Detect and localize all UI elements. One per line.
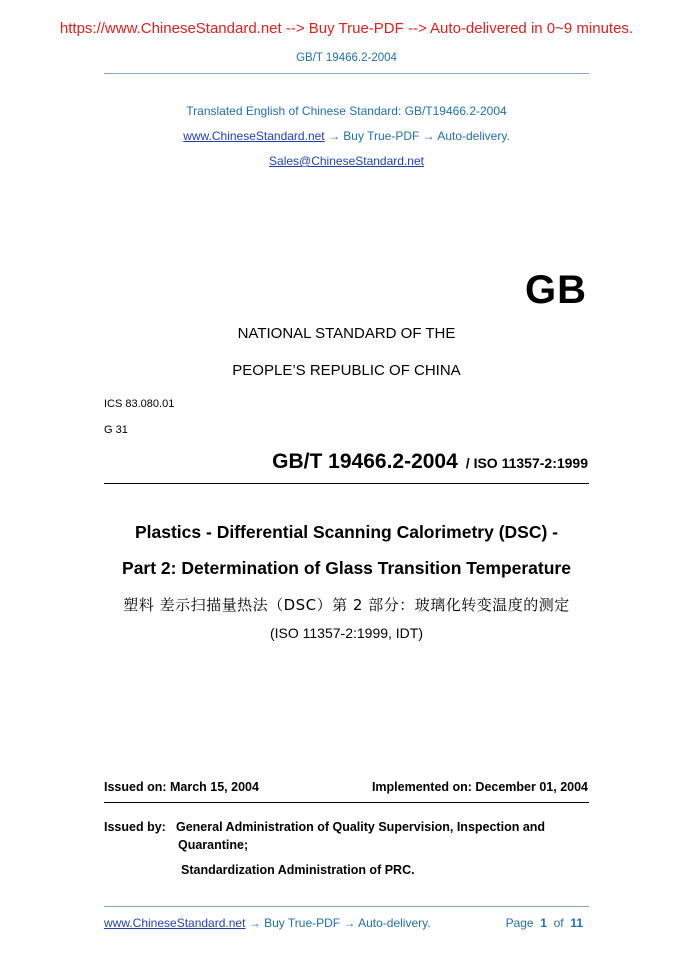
buy-note: → Buy True-PDF → Auto-delivery. — [324, 129, 510, 143]
classification-code: G 31 — [104, 424, 128, 436]
national-standard-line1: NATIONAL STANDARD OF THE — [237, 325, 456, 342]
page-total: 11 — [570, 916, 583, 930]
header-divider — [104, 73, 589, 74]
iso-equivalent: / ISO 11357-2:1999 — [465, 455, 588, 471]
footer-chinesestandard-link[interactable]: www.ChineseStandard.net — [104, 916, 246, 930]
title-line2: Part 2: Determination of Glass Transition Temperature — [122, 558, 571, 578]
issued-on-date: Issued on: March 15, 2004 — [104, 780, 259, 794]
title-line1: Plastics - Differential Scanning Calorimetry (DSC) - — [134, 522, 558, 542]
standard-number-line — [272, 450, 588, 474]
page-indicator — [506, 916, 583, 930]
title-idt: (ISO 11357-2:1999, IDT) — [269, 625, 424, 641]
implemented-on-date: Implemented on: December 01, 2004 — [371, 780, 588, 794]
page-label: Page — [505, 916, 534, 930]
chinesestandard-link[interactable]: www.ChineseStandard.net — [183, 129, 325, 143]
standard-divider — [104, 483, 589, 484]
footer-buy-note: → Buy True-PDF → Auto-delivery. — [245, 916, 431, 930]
header-standard-code: GB/T 19466.2-2004 — [296, 52, 397, 64]
title-chinese: 塑料 差示扫描量热法（DSC）第 2 部分：玻璃化转变温度的测定 — [123, 596, 570, 614]
sales-email-link[interactable]: Sales@ChineseStandard.net — [269, 154, 424, 168]
issued-by-line1: General Administration of Quality Supervision, Inspection and — [176, 820, 546, 834]
footer-links — [104, 916, 431, 930]
of-label: of — [553, 916, 564, 930]
page-number: 1 — [540, 916, 547, 930]
dates-divider — [104, 802, 589, 803]
footer-divider — [104, 906, 589, 907]
email-row — [0, 154, 693, 168]
translation-links — [0, 129, 693, 143]
national-standard-line2: PEOPLE’S REPUBLIC OF CHINA — [232, 362, 461, 379]
issued-by-line2: Quarantine; — [178, 838, 249, 852]
standard-number: GB/T 19466.2-2004 — [272, 450, 458, 473]
issued-by-line3: Standardization Administration of PRC. — [181, 863, 415, 877]
gb-mark: GB — [525, 268, 587, 312]
promo-banner[interactable]: https://www.ChineseStandard.net --> Buy True-PDF --> Auto-delivered in 0~9 minutes. — [59, 20, 634, 37]
ics-code: ICS 83.080.01 — [104, 398, 175, 410]
translation-note: Translated English of Chinese Standard: GB/T19466.2-2004 — [186, 104, 507, 118]
issued-by-label: Issued by: — [104, 820, 166, 834]
